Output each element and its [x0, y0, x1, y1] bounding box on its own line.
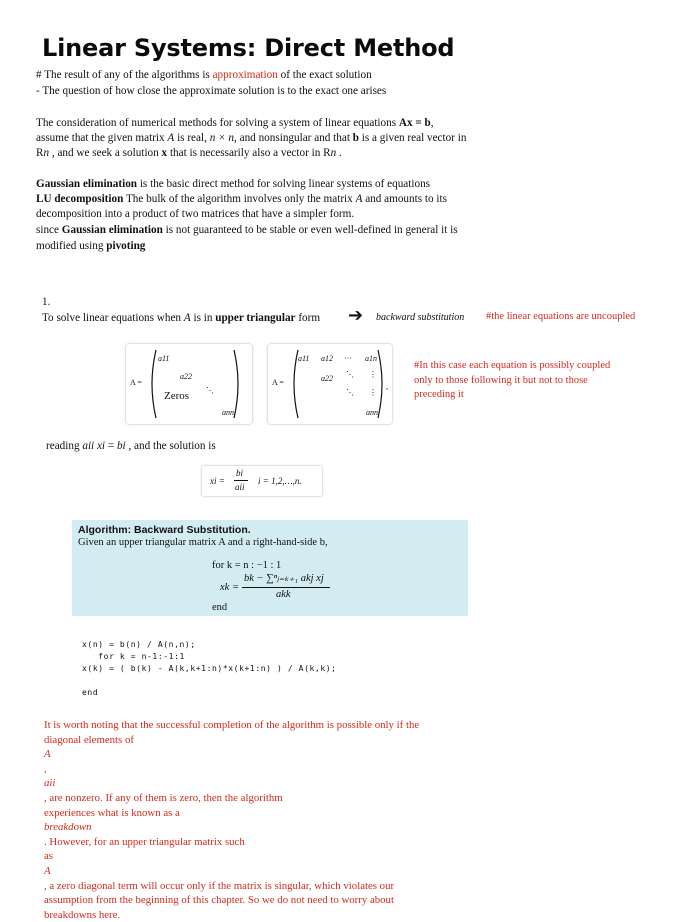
- page-title: Linear Systems: Direct Method: [42, 34, 455, 62]
- note-line: assumption from the beginning of this chapter. So we do not need to worry about: [44, 894, 394, 907]
- matrix-lhs: A =: [130, 378, 142, 387]
- entry-ann: ann: [366, 408, 378, 417]
- symbol-n: n: [43, 147, 50, 159]
- ddots: ⋱: [346, 370, 354, 379]
- matrix-comma: ,: [386, 382, 388, 391]
- note-line: It is worth noting that the successful completion of the algorithm is possible only if the: [44, 719, 420, 731]
- approximation-highlight: approximation: [212, 69, 278, 81]
- matrix-lhs: A =: [272, 378, 284, 387]
- symbol-a: A: [44, 748, 51, 761]
- note-line: [44, 849, 464, 893]
- text: since: [36, 224, 62, 236]
- text: ,: [44, 762, 47, 775]
- ddots: ⋱: [346, 388, 354, 397]
- equation-axb: Ax = b: [398, 117, 431, 129]
- ddots: ⋱: [206, 386, 214, 395]
- text: , and the solution is: [125, 440, 216, 452]
- fraction-bar: [234, 480, 248, 481]
- section1-line: [42, 311, 320, 326]
- upper-triangular-matrix: [268, 344, 392, 424]
- text: is real,: [174, 132, 210, 144]
- para2-line-1: [36, 177, 430, 192]
- text: The bulk of the algorithm involves only the matrix: [123, 193, 356, 205]
- note-line: #In this case each equation is possibly coupled: [414, 360, 611, 371]
- text: , and nonsingular and that: [234, 132, 353, 144]
- section-number: 1.: [42, 296, 51, 308]
- text: R: [36, 147, 44, 159]
- text: diagonal elements of: [44, 733, 134, 746]
- symbol-nxn: n × n: [209, 132, 235, 144]
- entry-a1n: a1n: [365, 354, 377, 363]
- note-line: [44, 806, 464, 850]
- intro-line-1: [36, 68, 372, 83]
- para1-line-1: [36, 116, 434, 131]
- vdots: ⋮: [369, 388, 377, 397]
- para2-line-5: [36, 239, 145, 254]
- algorithm-given: Given an upper triangular matrix A and a right-hand-side b,: [78, 537, 328, 548]
- entry-a22: a22: [180, 372, 192, 381]
- note-line: only to those following it but not to those: [414, 374, 588, 386]
- text: is not guaranteed to be stable or even well-defined in general it is: [162, 224, 458, 236]
- para2-line-3: decomposition into a product of two matrices that have a simpler form.: [36, 208, 355, 220]
- zeros-label: Zeros: [164, 390, 190, 402]
- intro-line-2: - The question of how close the approximate solution is to the exact one arises: [36, 85, 387, 97]
- text: and amounts to its: [362, 193, 447, 205]
- symbol-a: A: [183, 312, 191, 324]
- intro-text: # The result of any of the algorithms is: [36, 69, 213, 81]
- code-line-4: end: [82, 688, 99, 697]
- text: is a given real vector in: [358, 132, 467, 144]
- text: .: [336, 147, 342, 159]
- para1-line-3: [36, 146, 342, 161]
- symbol-bi: bi: [116, 440, 126, 452]
- backward-substitution-label: backward substitution: [376, 312, 465, 323]
- text: ,: [430, 117, 434, 129]
- entry-a11: a11: [158, 354, 170, 363]
- algorithm-numerator: bk − ∑ⁿⱼ₌ₖ₊₁ akj xj: [244, 573, 324, 584]
- solution-equation: [202, 466, 322, 496]
- upper-triangular-term: upper triangular: [215, 312, 296, 324]
- symbol-a: A: [355, 193, 363, 205]
- breakdown-term: breakdown: [44, 821, 92, 834]
- text: reading: [46, 440, 83, 452]
- text: form: [295, 312, 321, 324]
- note-line: [44, 733, 464, 806]
- eq-numerator: bi: [236, 468, 244, 478]
- arrow-right-icon: ➔: [348, 305, 364, 326]
- text: , a zero diagonal term will occur only if the matrix is singular, which violates our: [44, 879, 395, 892]
- text: , are nonzero. If any of them is zero, then the algorithm: [44, 791, 283, 804]
- text: as: [44, 850, 53, 863]
- algorithm-denominator: akk: [276, 589, 291, 600]
- para2-line-4: [36, 223, 458, 238]
- algorithm-end: end: [212, 602, 228, 613]
- lu-decomposition-term: LU decomposition: [36, 193, 124, 205]
- text: To solve linear equations when: [42, 312, 184, 324]
- code-line-2: for k = n-1:-1:1: [82, 652, 185, 661]
- text: assume that the given matrix: [36, 132, 168, 144]
- entry-ann: ann: [222, 408, 234, 417]
- entry-a22: a22: [321, 374, 333, 383]
- text: experiences what is known as a: [44, 806, 180, 819]
- intro-text: of the exact solution: [277, 69, 372, 81]
- code-line-3: x(k) = ( b(k) - A(k,k+1:n)*x(k+1:n) ) / A(k,k);: [82, 664, 337, 673]
- uncoupled-note: #the linear equations are uncoupled: [486, 311, 636, 322]
- text: , and we seek a solution: [49, 147, 162, 159]
- text: modified using: [36, 240, 107, 252]
- reading-line: [46, 439, 216, 454]
- gaussian-elimination-term: Gaussian elimination: [61, 224, 163, 236]
- symbol-a: A: [44, 864, 51, 877]
- algorithm-for: for k = n : −1 : 1: [212, 560, 282, 571]
- note-line: breakdowns here.: [44, 908, 121, 921]
- text: . However, for an upper triangular matrix such: [44, 835, 245, 848]
- symbol-x: x: [161, 147, 168, 159]
- text: is in: [190, 312, 216, 324]
- text: =: [105, 440, 117, 452]
- entry-a12: a12: [321, 354, 333, 363]
- algorithm-fraction-bar: [242, 587, 330, 588]
- eq-range: i = 1,2,…,n.: [258, 476, 302, 486]
- algorithm-heading: Algorithm: Backward Substitution.: [78, 524, 251, 536]
- text: that is necessarily also a vector in R: [167, 147, 331, 159]
- algorithm-box: [72, 520, 468, 616]
- symbol-n: n: [330, 147, 337, 159]
- text: is the basic direct method for solving linear systems of equations: [137, 178, 431, 190]
- algorithm-xk: xk =: [220, 582, 240, 593]
- para2-line-2: [36, 192, 447, 207]
- symbol-aii: aii: [82, 440, 95, 452]
- entry-a11: a11: [298, 354, 310, 363]
- para1-line-2: [36, 131, 466, 146]
- coupling-note: [414, 359, 610, 403]
- vdots: ⋮: [369, 370, 377, 379]
- symbol-xi: xi: [94, 440, 106, 452]
- symbol-aii: aii: [44, 777, 56, 790]
- eq-lhs: xi =: [210, 476, 225, 486]
- symbol-a: A: [167, 132, 175, 144]
- gaussian-elimination-term: Gaussian elimination: [36, 178, 138, 190]
- symbol-b: b: [352, 132, 359, 144]
- cdots: ···: [344, 354, 352, 363]
- text: The consideration of numerical methods for solving a system of linear equations: [36, 117, 399, 129]
- lower-zeros-matrix: [126, 344, 252, 424]
- code-line-1: x(n) = b(n) / A(n,n);: [82, 640, 196, 649]
- breakdown-note: [44, 718, 464, 922]
- pivoting-term: pivoting: [106, 240, 146, 252]
- note-line: preceding it: [414, 389, 464, 400]
- eq-denominator: aii: [235, 482, 245, 492]
